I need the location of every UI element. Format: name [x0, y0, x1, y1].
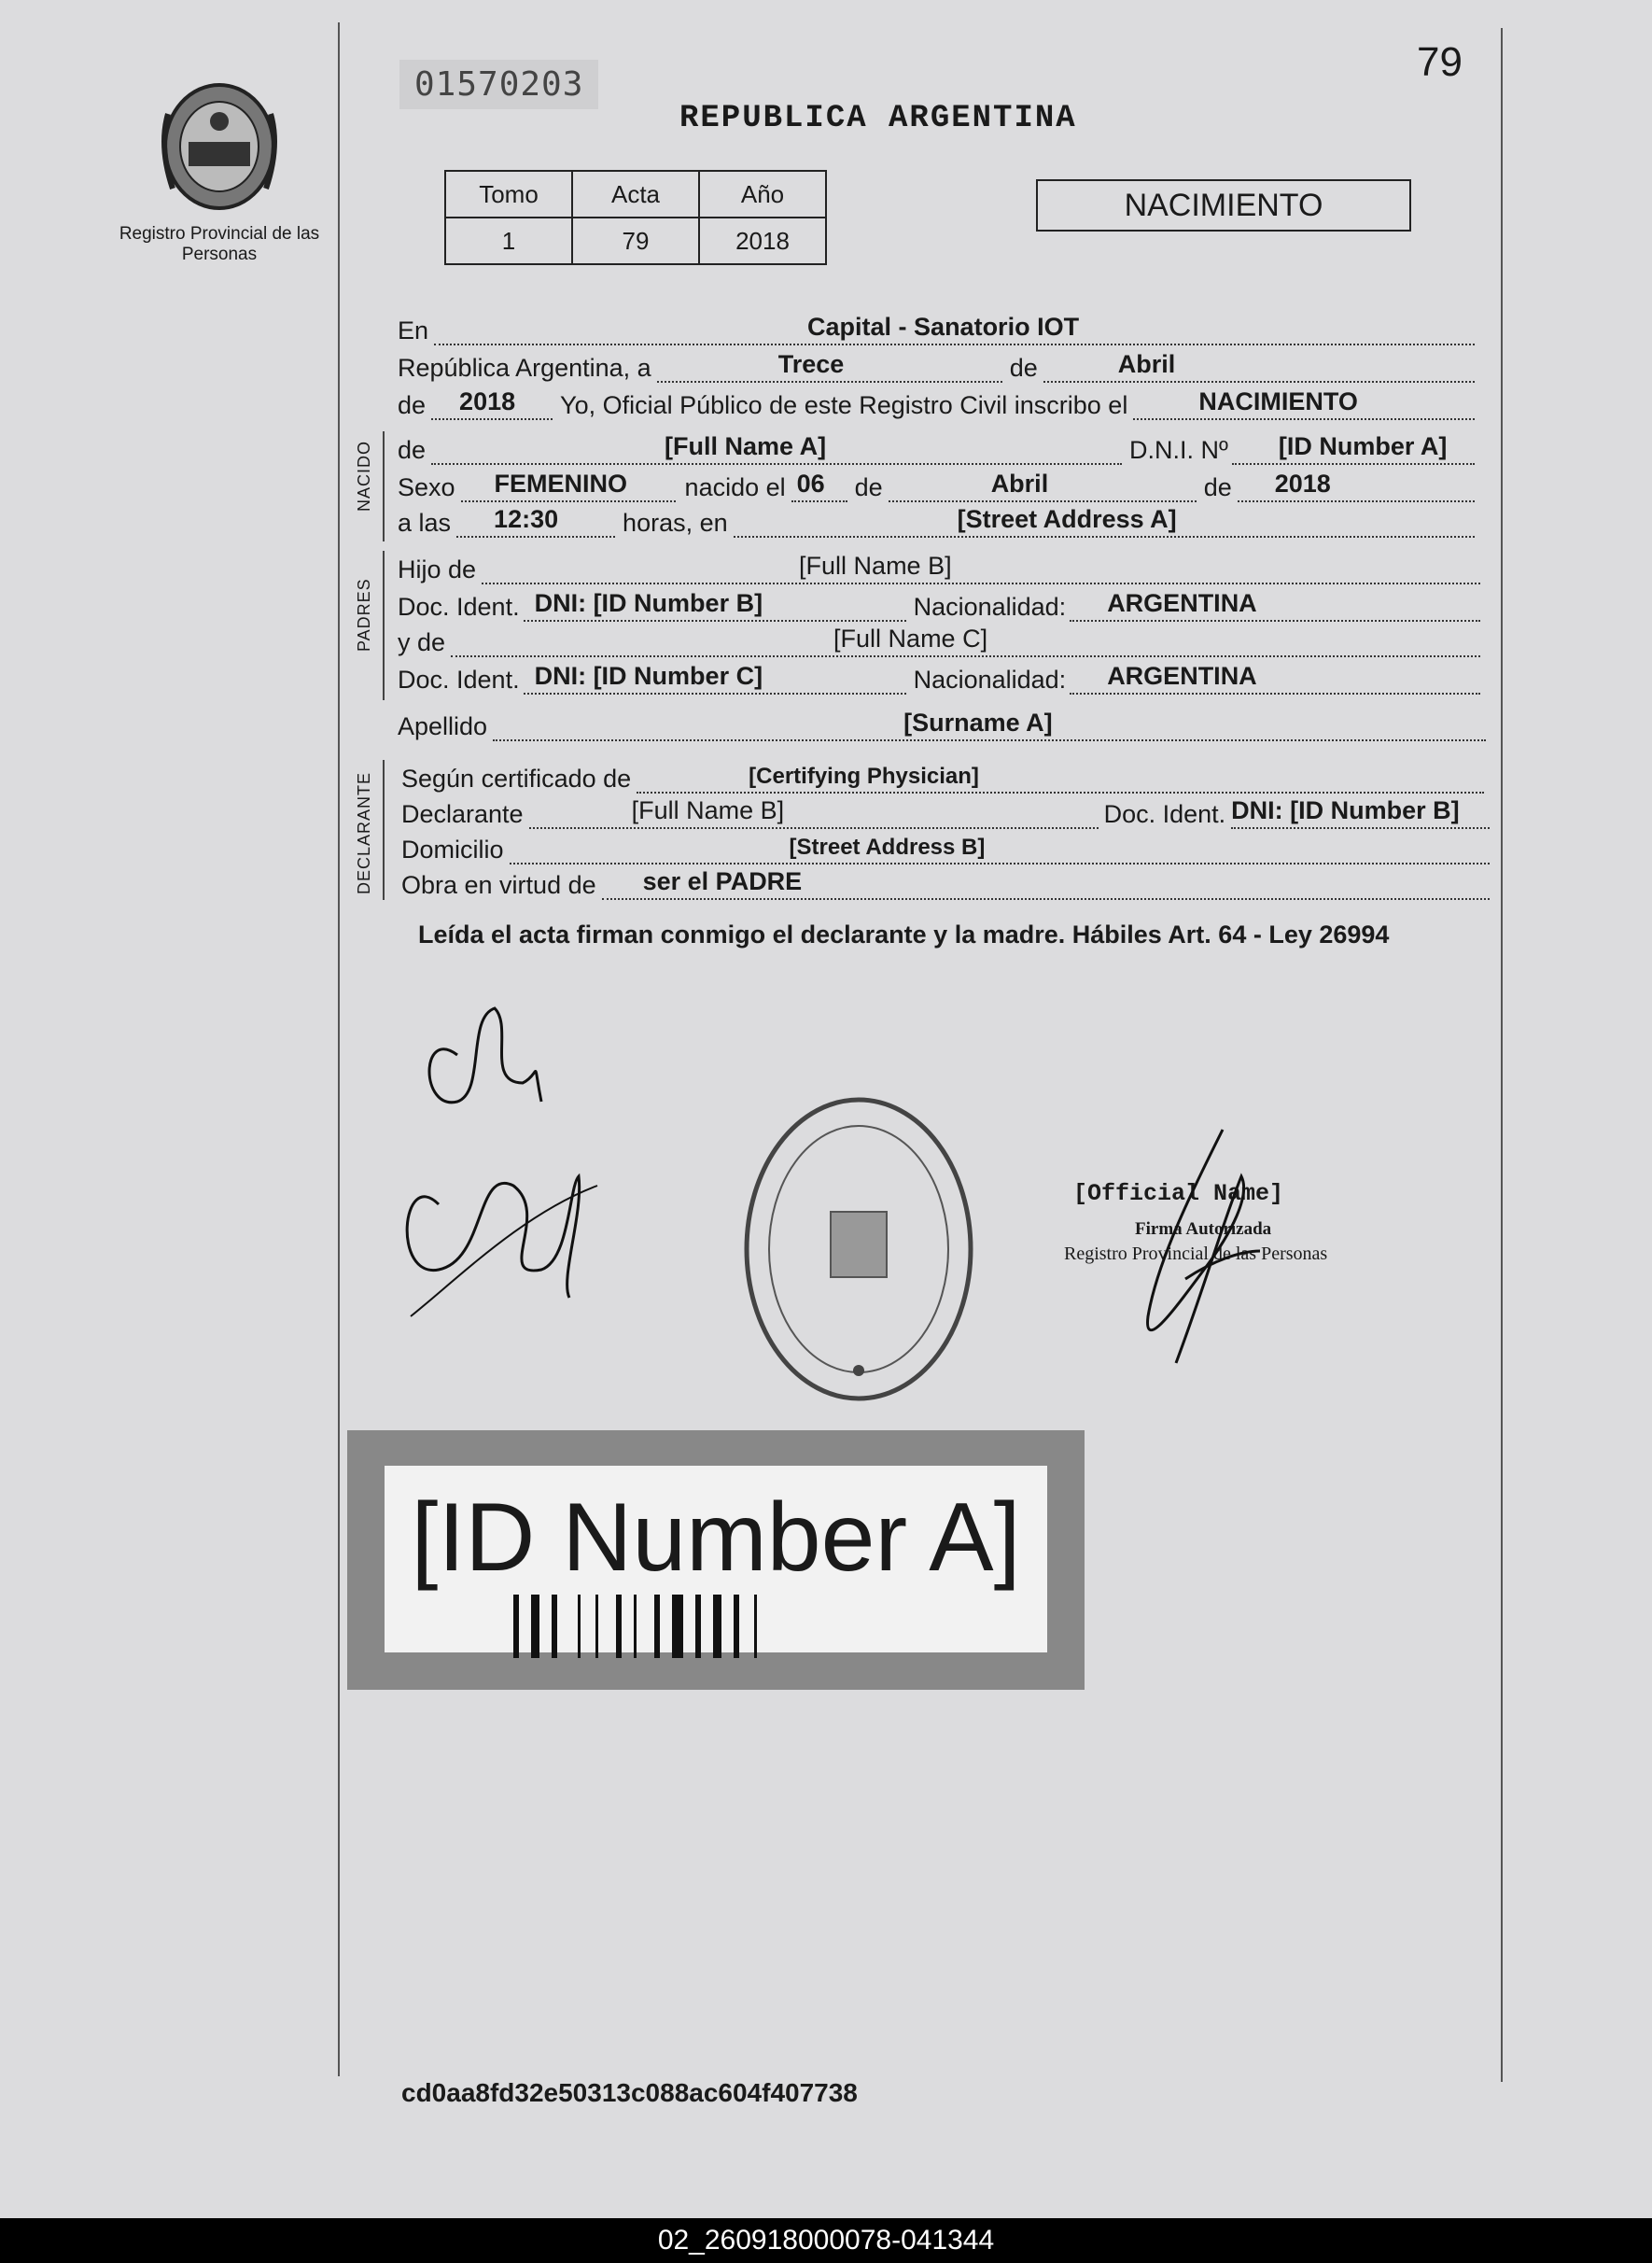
padres-section-label: PADRES [355, 578, 373, 652]
barcode-bar [595, 1595, 598, 1658]
en-value: Capital - Sanatorio IOT [807, 313, 1080, 341]
nacido-divider [383, 431, 385, 541]
row-date [398, 349, 1475, 383]
row-mother-doc [398, 661, 1480, 695]
left-margin-line [338, 22, 340, 2076]
barcode-bar [552, 1595, 557, 1658]
barcode-bar [672, 1595, 683, 1658]
declarante-divider [383, 760, 385, 900]
obra-label: Obra en virtud de [401, 871, 596, 899]
tomo-header: Tomo [445, 171, 572, 218]
decl-doc-value: DNI: [ID Number B] [1231, 796, 1460, 824]
registry-caption: Registro Provincial de las Personas [119, 224, 320, 264]
birth-month-line [889, 472, 1197, 502]
place-line [734, 505, 1475, 538]
month-line [1043, 350, 1475, 383]
row-certificado [401, 760, 1484, 794]
row-obra [401, 866, 1490, 900]
document-hash: cd0aa8fd32e50313c088ac604f407738 [401, 2078, 858, 2107]
mother-nat: ARGENTINA [1107, 662, 1257, 690]
father-nat: ARGENTINA [1107, 589, 1257, 617]
row-mother [398, 624, 1480, 657]
cert-line [637, 764, 1484, 794]
right-margin-line [1501, 28, 1503, 2082]
barcode-bar [695, 1595, 701, 1658]
birth-month: Abril [990, 470, 1049, 498]
barcode-bars [513, 1595, 933, 1658]
cert-label: Según certificado de [401, 765, 632, 793]
barcode-bar [578, 1595, 581, 1658]
nacido-label: nacido el [684, 473, 786, 501]
de-label-3: de [854, 473, 883, 501]
obra-line [602, 867, 1490, 900]
a-las-label: a las [398, 509, 452, 537]
father-doc-label: Doc. Ident. [398, 593, 520, 621]
page-number: 79 [1417, 39, 1463, 85]
barcode-panel [347, 1430, 1085, 1690]
father-name: [Full Name B] [799, 552, 952, 580]
dni-line [1232, 432, 1475, 465]
father-doc-line [524, 589, 906, 622]
de-label: de [1009, 354, 1038, 382]
year-value: 2018 [459, 387, 516, 415]
mother-doc-line [524, 662, 906, 695]
reference-table [444, 170, 827, 265]
barcode-bar [513, 1595, 519, 1658]
birth-day: 06 [796, 470, 825, 498]
mother-doc-label: Doc. Ident. [398, 666, 520, 694]
tomo-value: 1 [445, 218, 572, 264]
sexo-label: Sexo [398, 473, 455, 501]
day-written: Trece [777, 350, 845, 378]
father-line [482, 552, 1480, 584]
record-type-box: NACIMIENTO [1036, 179, 1411, 232]
anio-value: 2018 [699, 218, 826, 264]
de-label-4: de [1203, 473, 1232, 501]
apellido-value: [Surname A] [903, 709, 1053, 737]
nacido-section-label: NACIDO [355, 440, 373, 512]
de-label-2: de [398, 391, 427, 419]
file-id-footer: 02_260918000078-041344 [0, 2218, 1652, 2263]
hijo-label: Hijo de [398, 555, 477, 583]
mother-nat-label: Nacionalidad: [913, 666, 1067, 694]
declarante-section-label: DECLARANTE [355, 771, 373, 894]
child-name: [Full Name A] [665, 432, 827, 460]
official-office: Registro Provincial de las Personas [1064, 1244, 1328, 1264]
country-title: REPUBLICA ARGENTINA [679, 101, 1077, 136]
decl-doc-line [1231, 796, 1490, 829]
birth-year: 2018 [1274, 470, 1331, 498]
legal-text: Leída el acta firman conmigo el declarante y la madre. Hábiles Art. 64 - Ley 26994 [418, 921, 1390, 949]
apellido-line [493, 711, 1486, 741]
mother-name: [Full Name C] [833, 625, 988, 653]
row-domicilio [401, 831, 1490, 864]
row-declarante [401, 795, 1490, 829]
official-name: [Official Name] [1073, 1180, 1284, 1207]
en-line [434, 313, 1475, 345]
birth-day-line [791, 472, 847, 502]
time-line [456, 505, 615, 538]
rep-label: República Argentina, a [398, 354, 651, 382]
year-line [431, 387, 553, 420]
mother-nat-line [1070, 662, 1480, 695]
father-doc: DNI: [ID Number B] [534, 589, 763, 617]
row-father-doc [398, 588, 1480, 622]
row-father [398, 551, 1480, 584]
provincial-seal-icon [149, 77, 289, 217]
barcode-bar [713, 1595, 721, 1658]
barcode-bar [754, 1595, 757, 1658]
declarante-line [529, 796, 1099, 829]
day-line [657, 350, 1002, 383]
inscribo-label: Yo, Oficial Público de este Registro Civil inscribo el [560, 391, 1128, 419]
domicilio-line [510, 835, 1490, 864]
en-label: En [398, 316, 429, 344]
padres-divider [383, 551, 385, 700]
apellido-label: Apellido [398, 712, 488, 740]
decl-doc-label: Doc. Ident. [1103, 800, 1226, 828]
acta-header: Acta [572, 171, 699, 218]
birth-time: 12:30 [494, 505, 559, 533]
mother-doc: DNI: [ID Number C] [534, 662, 763, 690]
birth-year-line [1238, 472, 1475, 502]
domicilio-value: [Street Address B] [789, 835, 986, 860]
barcode-bar [734, 1595, 739, 1658]
obra-value: ser el PADRE [642, 867, 803, 895]
sexo-value: FEMENINO [494, 470, 628, 498]
acta-value: 79 [572, 218, 699, 264]
barcode-bar [531, 1595, 539, 1658]
barcode-label [385, 1466, 1047, 1652]
inscribo-value: NACIMIENTO [1198, 387, 1358, 415]
row-sexo [398, 469, 1475, 502]
row-en [398, 312, 1475, 345]
anio-header: Año [699, 171, 826, 218]
declarante-value: [Full Name B] [631, 796, 785, 824]
official-title: Firma Autorizada [1135, 1219, 1272, 1239]
father-nat-label: Nacionalidad: [913, 593, 1067, 621]
yde-label: y de [398, 628, 446, 656]
dni-label: D.N.I. Nº [1129, 436, 1228, 464]
barcode-bar [654, 1595, 660, 1658]
row-year [398, 387, 1475, 420]
horas-label: horas, en [623, 509, 728, 537]
dni-value: [ID Number A] [1278, 432, 1448, 460]
declarante-label: Declarante [401, 800, 524, 828]
official-signature [1120, 1120, 1272, 1372]
month-value: Abril [1117, 350, 1176, 378]
row-time [398, 504, 1475, 538]
barcode-bar [616, 1595, 622, 1658]
barcode-bar [634, 1595, 637, 1658]
official-stamp-icon [737, 1090, 980, 1408]
child-line [431, 432, 1122, 465]
barcode-number: [ID Number A] [411, 1483, 1021, 1592]
domicilio-label: Domicilio [401, 836, 504, 864]
father-nat-line [1070, 589, 1480, 622]
mother-line [451, 627, 1480, 657]
declarante-signature [383, 999, 607, 1326]
child-label: de [398, 436, 427, 464]
serial-number: 01570203 [399, 60, 598, 109]
row-apellido [398, 708, 1486, 741]
birth-place: [Street Address A] [957, 505, 1177, 533]
cert-value: [Certifying Physician] [749, 764, 979, 789]
inscribo-line [1133, 387, 1475, 420]
row-child [398, 431, 1475, 465]
sexo-line [461, 472, 676, 502]
